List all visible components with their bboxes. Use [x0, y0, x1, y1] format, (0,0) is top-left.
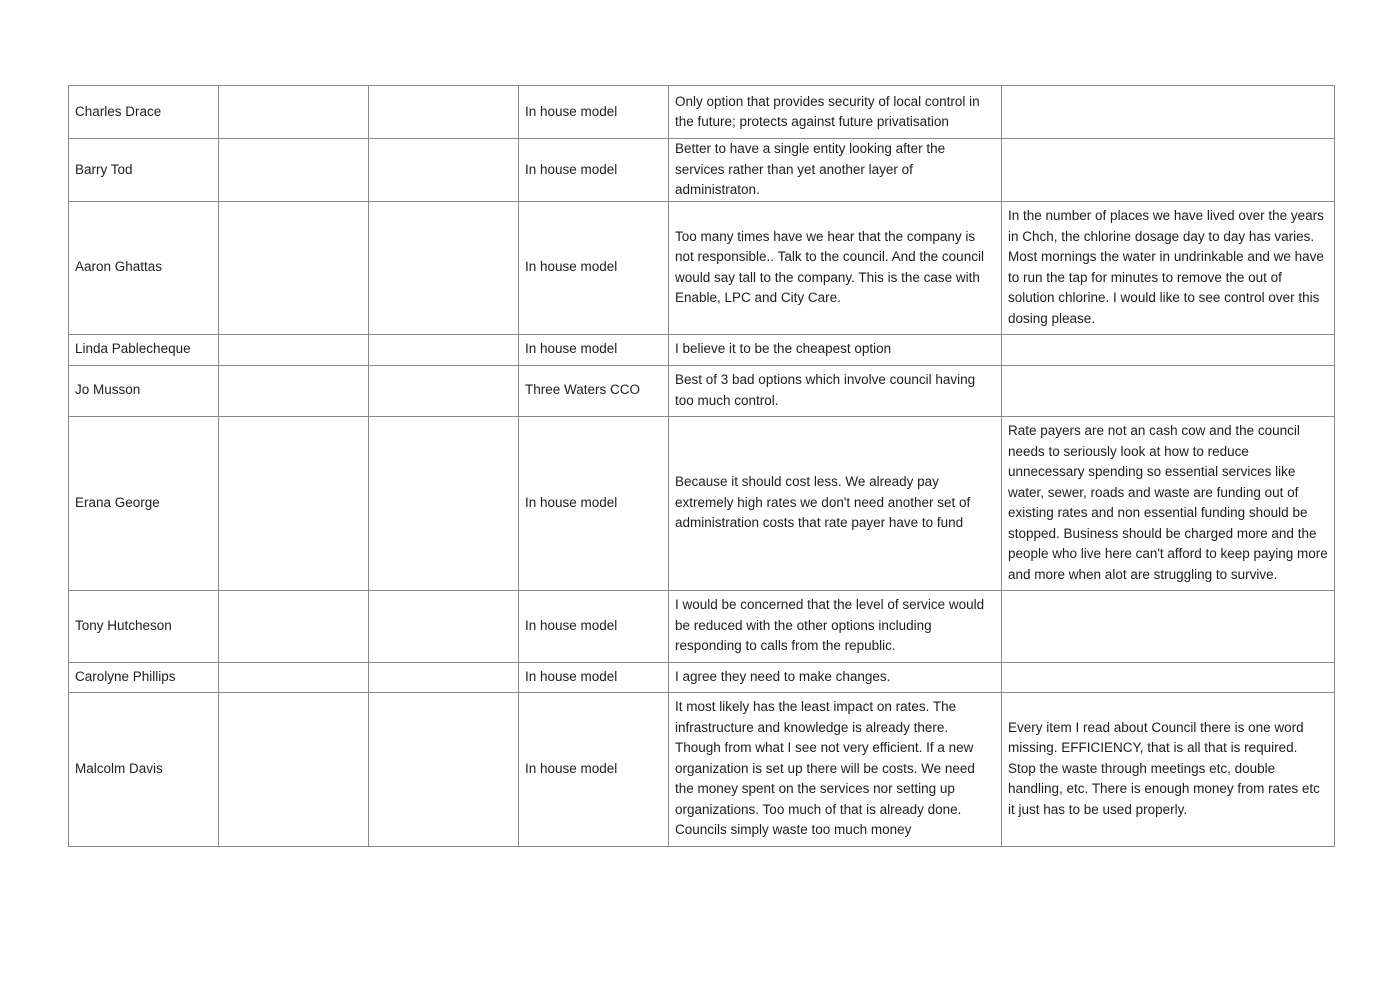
empty-cell — [219, 662, 369, 692]
preferred-option: In house model — [519, 139, 669, 202]
reason-text: I would be concerned that the level of service would be reduced with the other options including responding to calls from the republic. — [669, 590, 1002, 662]
preferred-option: In house model — [519, 334, 669, 365]
empty-cell — [369, 416, 519, 590]
table-row — [69, 590, 1335, 662]
reason-text: Only option that provides security of local control in the future; protects against future privatisation — [669, 86, 1002, 139]
submissions-table — [68, 85, 1335, 847]
reason-text: Too many times have we hear that the company is not responsible.. Talk to the council. And the council would say tall to the company. This is the case with Enable, LPC and City Care. — [669, 201, 1002, 334]
empty-cell — [219, 365, 369, 416]
preferred-option: In house model — [519, 662, 669, 692]
empty-cell — [369, 365, 519, 416]
comments-text — [1002, 139, 1335, 202]
comments-text — [1002, 662, 1335, 692]
reason-text: Best of 3 bad options which involve council having too much control. — [669, 365, 1002, 416]
submitter-name: Carolyne Phillips — [69, 662, 219, 692]
reason-text: Better to have a single entity looking after the services rather than yet another layer of administraton. — [669, 139, 1002, 202]
empty-cell — [369, 590, 519, 662]
submitter-name: Erana George — [69, 416, 219, 590]
comments-text: Rate payers are not an cash cow and the council needs to seriously look at how to reduce unnecessary spending so essential services like water, sewer, roads and waste are funding out of existing rates and non essential funding should be stopped. Business should be charged more and the people who live here can't afford to keep paying more and more when alot are struggling to survive. — [1002, 416, 1335, 590]
preferred-option: Three Waters CCO — [519, 365, 669, 416]
comments-text — [1002, 365, 1335, 416]
reason-text: I agree they need to make changes. — [669, 662, 1002, 692]
empty-cell — [369, 334, 519, 365]
empty-cell — [369, 662, 519, 692]
reason-text: Because it should cost less. We already pay extremely high rates we don't need another set of administration costs that rate payer have to fund — [669, 416, 1002, 590]
empty-cell — [219, 416, 369, 590]
empty-cell — [219, 590, 369, 662]
empty-cell — [219, 139, 369, 202]
preferred-option: In house model — [519, 201, 669, 334]
comments-text: Every item I read about Council there is one word missing. EFFICIENCY, that is all that is required. Stop the waste through meetings etc, double handling, etc. There is enough money from rates etc it just has to be used properly. — [1002, 692, 1335, 846]
comments-text — [1002, 590, 1335, 662]
table-row — [69, 139, 1335, 202]
comments-text — [1002, 86, 1335, 139]
submitter-name: Aaron Ghattas — [69, 201, 219, 334]
preferred-option: In house model — [519, 416, 669, 590]
table-row — [69, 662, 1335, 692]
table-row — [69, 86, 1335, 139]
table-row — [69, 365, 1335, 416]
reason-text: I believe it to be the cheapest option — [669, 334, 1002, 365]
preferred-option: In house model — [519, 86, 669, 139]
submitter-name: Linda Pablecheque — [69, 334, 219, 365]
submitter-name: Barry Tod — [69, 139, 219, 202]
empty-cell — [219, 86, 369, 139]
preferred-option: In house model — [519, 590, 669, 662]
table-row — [69, 334, 1335, 365]
preferred-option: In house model — [519, 692, 669, 846]
submitter-name: Malcolm Davis — [69, 692, 219, 846]
comments-text — [1002, 334, 1335, 365]
table-row — [69, 692, 1335, 846]
empty-cell — [369, 201, 519, 334]
submitter-name: Tony Hutcheson — [69, 590, 219, 662]
empty-cell — [369, 139, 519, 202]
empty-cell — [219, 201, 369, 334]
empty-cell — [219, 334, 369, 365]
table-row — [69, 201, 1335, 334]
reason-text: It most likely has the least impact on rates. The infrastructure and knowledge is already there. Though from what I see not very efficient. If a new organization is set up there will be costs. We need the money spent on the services nor setting up organizations. Too much of that is already done. Councils simply waste too much money — [669, 692, 1002, 846]
empty-cell — [219, 692, 369, 846]
submitter-name: Charles Drace — [69, 86, 219, 139]
comments-text: In the number of places we have lived over the years in Chch, the chlorine dosage day to day has varies. Most mornings the water in undrinkable and we have to run the tap for minutes to remove the out of solution chlorine. I would like to see control over this dosing please. — [1002, 201, 1335, 334]
empty-cell — [369, 86, 519, 139]
submitter-name: Jo Musson — [69, 365, 219, 416]
table-row — [69, 416, 1335, 590]
empty-cell — [369, 692, 519, 846]
